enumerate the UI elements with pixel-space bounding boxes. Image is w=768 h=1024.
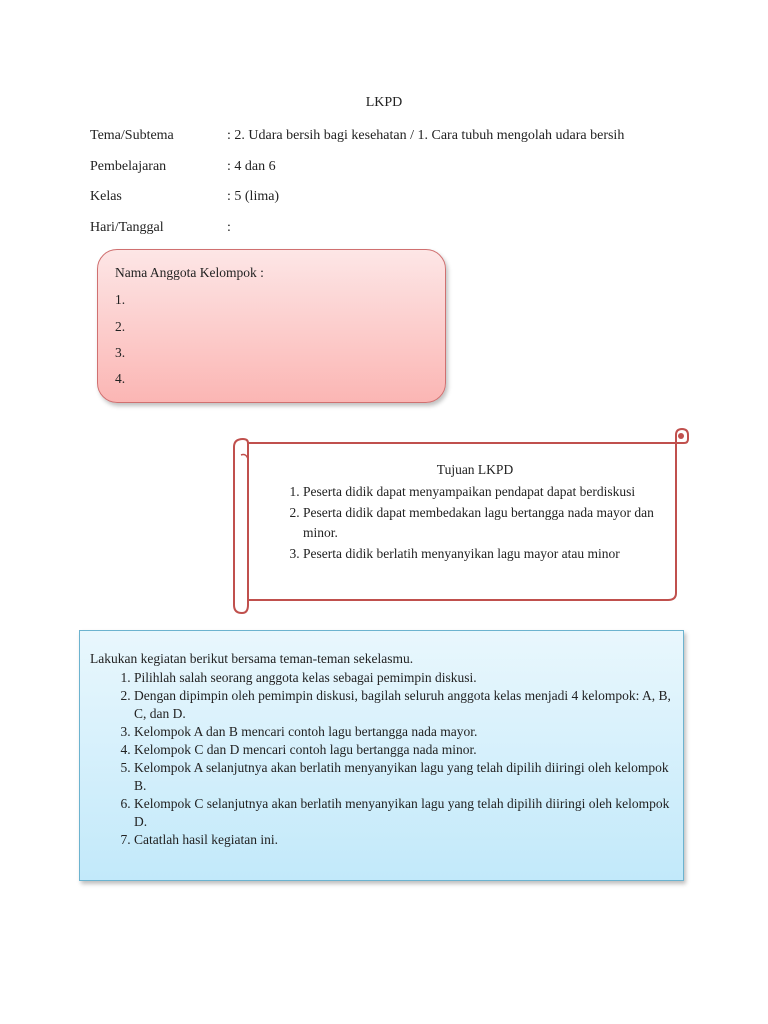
info-label: Pembelajaran: [90, 159, 167, 174]
objective-item: 1. Peserta didik dapat menyampaikan pendapat dapat berdiskusi: [303, 482, 675, 502]
scroll-curl-dot: [678, 433, 684, 439]
page-title: LKPD: [365, 95, 403, 110]
members-title: Nama Anggota Kelompok :: [115, 265, 264, 280]
info-label: Tema/Subtema: [90, 128, 174, 143]
info-value: : 5 (lima): [227, 189, 280, 204]
objectives-list: [275, 482, 675, 564]
activity-step: 6. Kelompok C selanjutnya akan berlatih menyanyikan lagu yang telah dipilih diiringi oleh kelompok D.: [134, 795, 674, 831]
member-line: 2.: [115, 319, 126, 334]
group-members-box: [97, 249, 446, 403]
member-line: 1.: [115, 292, 126, 307]
activity-intro: Lakukan kegiatan berikut bersama teman-teman sekelasmu.: [90, 651, 414, 666]
info-value: : 2. Udara bersih bagi kesehatan / 1. Cara tubuh mengolah udara bersih: [227, 128, 625, 143]
activity-step: 4. Kelompok C dan D mencari contoh lagu bertangga nada minor.: [134, 741, 674, 759]
objectives-title: Tujuan LKPD: [436, 462, 514, 477]
info-value: :: [227, 220, 231, 235]
activity-step: 2. Dengan dipimpin oleh pemimpin diskusi, bagilah seluruh anggota kelas menjadi 4 kelompok: A, B, C, dan D.: [134, 687, 674, 723]
activity-steps: [90, 669, 674, 849]
member-line: 4.: [115, 371, 126, 386]
activity-step: 1. Pilihlah salah seorang anggota kelas sebagai pemimpin diskusi.: [134, 669, 674, 687]
member-line: 3.: [115, 345, 126, 360]
activity-box: [79, 630, 684, 881]
activity-step: 7. Catatlah hasil kegiatan ini.: [134, 831, 674, 849]
activity-step: 3. Kelompok A dan B mencari contoh lagu bertangga nada mayor.: [134, 723, 674, 741]
activity-step: 5. Kelompok A selanjutnya akan berlatih menyanyikan lagu yang telah dipilih diiringi oleh kelompok B.: [134, 759, 674, 795]
objective-item: 2. Peserta didik dapat membedakan lagu bertangga nada mayor dan minor.: [303, 503, 675, 543]
info-label: Hari/Tanggal: [90, 220, 164, 235]
objectives-box: [275, 462, 675, 565]
info-value: : 4 dan 6: [227, 159, 276, 174]
objective-item: 3. Peserta didik berlatih menyanyikan lagu mayor atau minor: [303, 544, 675, 564]
info-label: Kelas: [90, 189, 122, 204]
